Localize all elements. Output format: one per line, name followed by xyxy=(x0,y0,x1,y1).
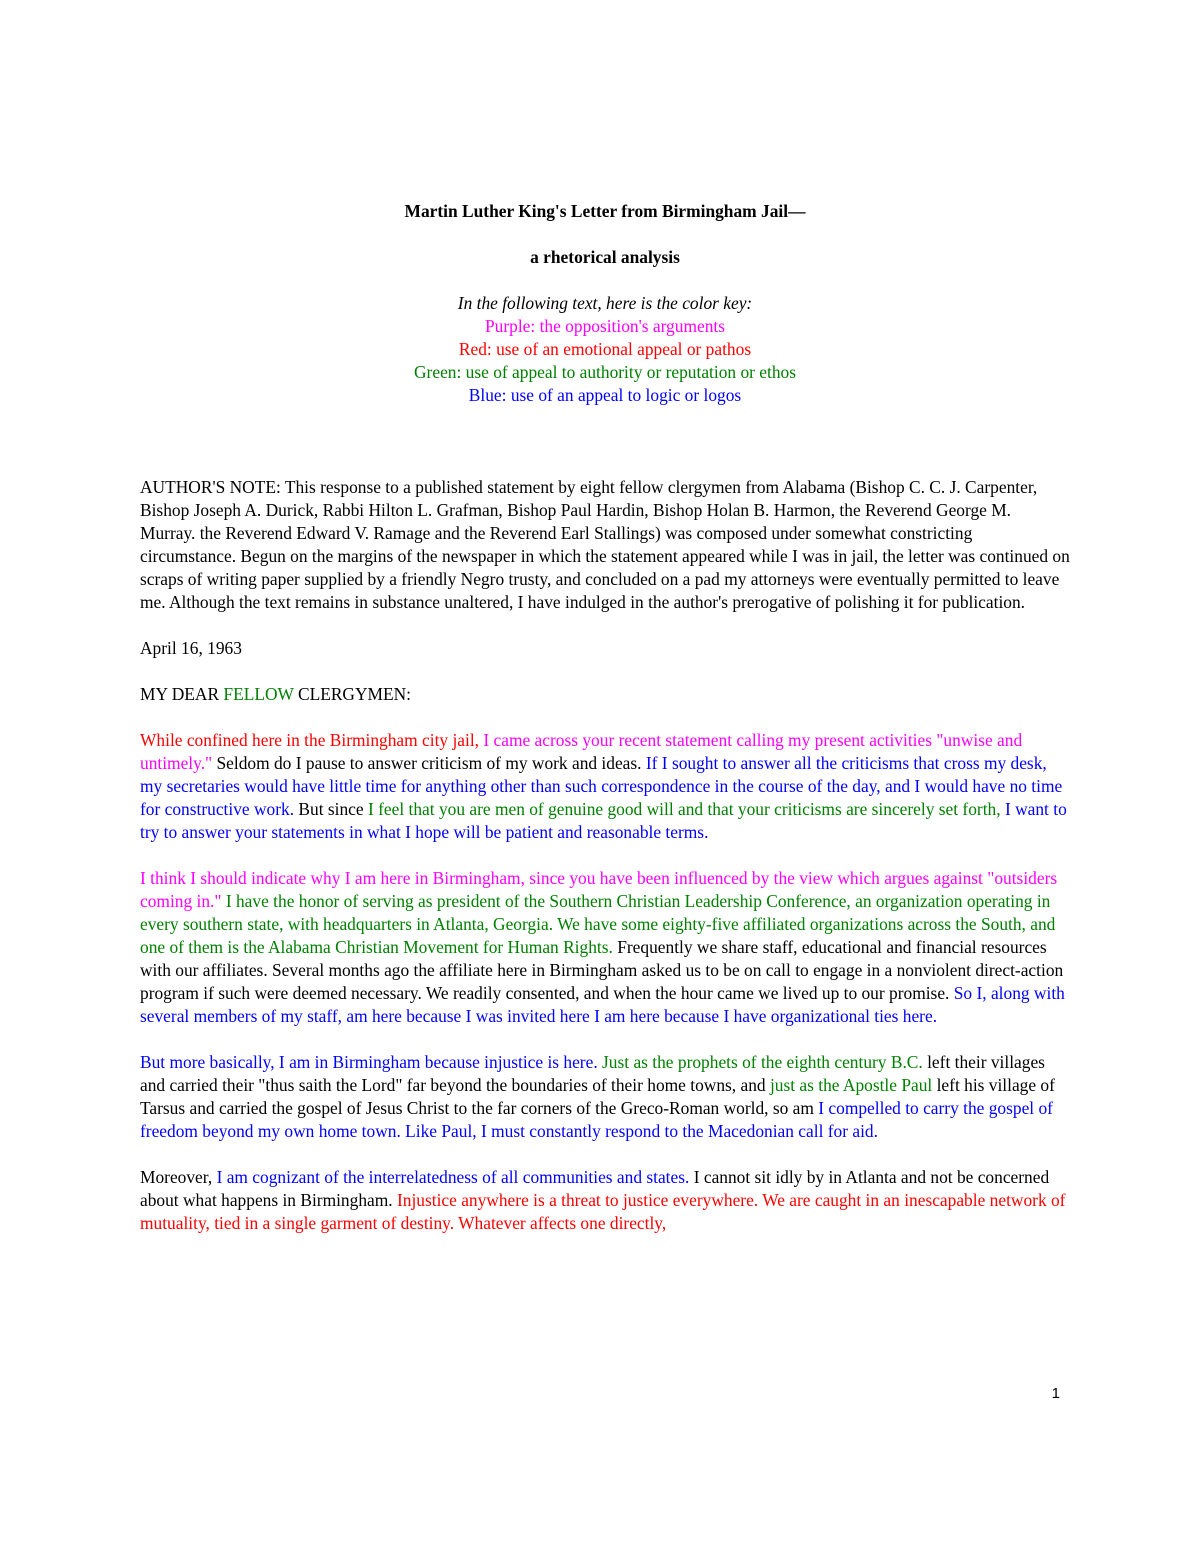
text-segment-blue: So I, along with several members of my staff, am here because I was invited here I am here because I have organizational ties here. xyxy=(140,983,1065,1026)
text-segment-blue: I am cognizant of the interrelatedness of all communities and states. xyxy=(216,1167,690,1187)
letter-paragraph xyxy=(140,1166,1070,1235)
text-segment-green: I have the honor of serving as president of the Southern Christian Leadership Conference, an organization operating in every southern state, with headquarters in Atlanta, Georgia. We have some eighty-five affiliated organizations across the South, and one of them is the Alabama Christian Movement for Human Rights. xyxy=(140,891,1056,957)
text-segment-green: just as the Apostle Paul xyxy=(769,1075,933,1095)
letter-date: April 16, 1963 xyxy=(140,638,242,658)
text-segment-black: Moreover, xyxy=(140,1167,217,1187)
text-segment-black: Frequently we share staff, educational and financial resources with our affiliates. Several months ago the affiliate here in Birmingham asked us to be on call to engage in a nonviolent direct-action program if such were deemed necessary. We readily consented, and when the hour came we lived up to our promise. xyxy=(140,937,1064,1003)
text-segment-green: FELLOW xyxy=(223,684,294,704)
authors-note: AUTHOR'S NOTE: This response to a published statement by eight fellow clergymen from Alabama (Bishop C. C. J. Carpenter, Bishop Joseph A. Durick, Rabbi Hilton L. Grafman, Bishop Paul Hardin, Bishop Holan B. Harmon, the Reverend George M. Murray. the Reverend Edward V. Ramage and the Reverend Earl Stallings) was composed under somewhat constricting circumstance. Begun on the margins of the newspaper in which the statement appeared while I was in jail, the letter was continued on scraps of writing paper supplied by a friendly Negro trusty, and concluded on a pad my attorneys were eventually permitted to leave me. Although the text remains in substance unaltered, I have indulged in the author's prerogative of polishing it for publication. xyxy=(140,477,1070,612)
text-segment-black: Seldom do I pause to answer criticism of my work and ideas. xyxy=(212,753,646,773)
color-key-purple: Purple: the opposition's arguments xyxy=(485,316,725,336)
text-segment-blue: I compelled to carry the gospel of freedom beyond my own home town. Like Paul, I must constantly respond to the Macedonian call for aid. xyxy=(140,1098,1053,1141)
text-segment-blue: I want to try to answer your statements in what I hope will be patient and reasonable terms. xyxy=(140,799,1067,842)
text-segment-blue: If I sought to answer all the criticisms that cross my desk, my secretaries would have little time for anything other than such correspondence in the course of the day, and I would have no time for constructive work. xyxy=(140,753,1063,819)
color-key xyxy=(140,292,1070,407)
page-number: 1 xyxy=(1051,1385,1060,1402)
text-segment-black: left their villages and carried their "thus saith the Lord" far beyond the boundaries of their home towns, and xyxy=(140,1052,1045,1095)
letter-paragraph xyxy=(140,1051,1070,1143)
text-segment-green: I feel that you are men of genuine good will and that your criticisms are sincerely set forth, xyxy=(367,799,1001,819)
color-key-green: Green: use of appeal to authority or reputation or ethos xyxy=(414,362,796,382)
document-title: Martin Luther King's Letter from Birmingham Jail— xyxy=(404,201,806,221)
document-subtitle: a rhetorical analysis xyxy=(530,247,680,267)
text-segment-purple: I think I should indicate why I am here in Birmingham, since you have been influenced by the view which argues against "outsiders coming in." xyxy=(140,868,1058,911)
color-key-red: Red: use of an emotional appeal or pathos xyxy=(458,339,752,359)
letter-paragraph xyxy=(140,729,1070,844)
text-segment-black: I cannot sit idly by in Atlanta and not be concerned about what happens in Birmingham. xyxy=(140,1167,1050,1210)
text-segment-purple: I came across your recent statement calling my present activities "unwise and untimely." xyxy=(140,730,1023,773)
color-key-intro: In the following text, here is the color key: xyxy=(457,293,753,313)
text-segment-green: Just as the prophets of the eighth century B.C. xyxy=(602,1052,923,1072)
text-segment-red: While confined here in the Birmingham city jail, xyxy=(140,730,484,750)
letter-body xyxy=(140,729,1070,1235)
text-segment-red: Injustice anywhere is a threat to justice everywhere. We are caught in an inescapable network of mutuality, tied in a single garment of destiny. Whatever affects one directly, xyxy=(140,1190,1066,1233)
text-segment-black: CLERGYMEN: xyxy=(293,684,412,704)
letter-salutation xyxy=(140,683,1070,706)
color-key-blue: Blue: use of an appeal to logic or logos xyxy=(468,385,742,405)
text-segment-black: left his village of Tarsus and carried the gospel of Jesus Christ to the far corners of the Greco-Roman world, so am xyxy=(140,1075,1055,1118)
text-segment-black: But since xyxy=(294,799,368,819)
letter-paragraph xyxy=(140,867,1070,1028)
text-segment-blue: But more basically, I am in Birmingham because injustice is here. xyxy=(140,1052,598,1072)
text-segment-black: MY DEAR xyxy=(140,684,224,704)
document-content xyxy=(140,200,1070,1235)
